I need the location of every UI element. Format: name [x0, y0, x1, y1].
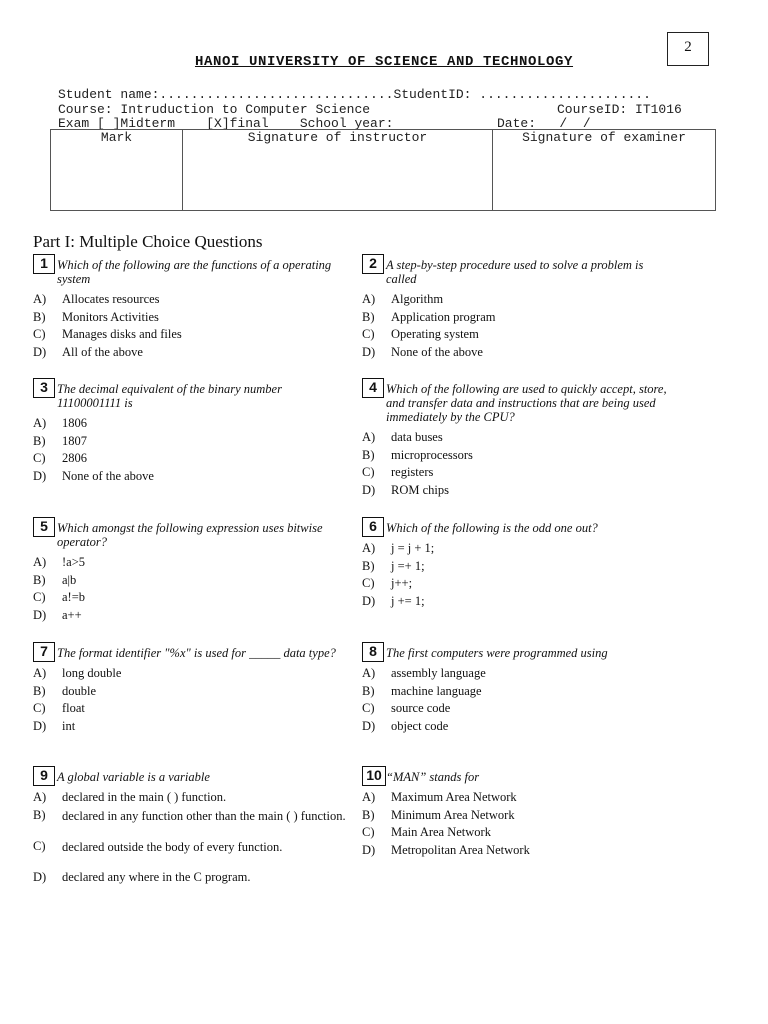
option-b: [33, 309, 348, 327]
question-header: [362, 254, 677, 286]
option-letter: C): [362, 701, 375, 715]
question-1: [33, 254, 348, 361]
option-letter: B): [362, 447, 375, 462]
option-letter: A): [362, 430, 376, 444]
university-title: HANOI UNIVERSITY OF SCIENCE AND TECHNOLOGY: [194, 54, 574, 70]
question-text: A global variable is a variable: [57, 770, 210, 784]
option-text: Manages disks and files: [62, 327, 182, 341]
option-text: int: [62, 718, 76, 733]
question-8: [362, 642, 677, 735]
option-c: [33, 326, 348, 344]
option-list: [33, 415, 348, 485]
question-number: 10: [362, 766, 386, 786]
option-text: Metropolitan Area Network: [391, 842, 530, 857]
option-letter: A): [362, 666, 376, 680]
option-list: [33, 665, 348, 735]
option-text: a!=b: [62, 590, 86, 604]
option-text: double: [62, 683, 97, 698]
option-c: [362, 464, 677, 482]
option-letter: D): [33, 718, 47, 733]
option-letter: D): [362, 482, 376, 497]
option-text: assembly language: [391, 666, 486, 680]
question-2: [362, 254, 677, 361]
option-letter: C): [33, 701, 46, 715]
question-7: [33, 642, 348, 735]
question-header: [33, 378, 348, 410]
option-text: j = j + 1;: [391, 541, 435, 555]
option-d: [362, 718, 677, 736]
option-letter: B): [362, 683, 375, 698]
option-c: [362, 700, 677, 718]
student-name-line: Student name:..............................StudentID: ......................: [58, 87, 651, 102]
question-6: [362, 517, 677, 610]
option-a: [362, 789, 677, 807]
question-number: 3: [33, 378, 55, 398]
question-header: [362, 642, 677, 660]
option-letter: C): [33, 327, 46, 341]
option-letter: D): [33, 607, 47, 622]
option-b: [33, 572, 348, 590]
option-list: [33, 554, 348, 624]
option-text: machine language: [391, 683, 482, 698]
option-letter: C): [362, 327, 375, 341]
question-4: [362, 378, 677, 499]
part-title: Part I: Multiple Choice Questions: [33, 232, 263, 251]
option-text: declared outside the body of every function.: [62, 839, 283, 854]
signature-table: [50, 129, 716, 211]
examiner-signature-cell: Signature of examiner: [493, 130, 716, 211]
option-c: [362, 575, 677, 593]
option-a: [33, 415, 348, 433]
option-text: object code: [391, 718, 449, 733]
option-text: Operating system: [391, 327, 479, 341]
option-list: [362, 789, 677, 859]
option-text: data buses: [391, 430, 443, 444]
exam-type-line: Exam [ ]Midterm [X]final School year:: [58, 116, 394, 131]
option-text: All of the above: [62, 344, 143, 359]
question-9: [33, 766, 348, 886]
option-text: j++;: [391, 576, 413, 590]
option-letter: D): [362, 718, 376, 733]
option-b: [362, 807, 677, 825]
question-number: 4: [362, 378, 384, 398]
option-letter: A): [362, 541, 376, 555]
option-letter: B): [33, 807, 46, 822]
option-a: [33, 291, 348, 309]
question-number: 5: [33, 517, 55, 537]
option-text: !a>5: [62, 555, 86, 569]
option-letter: C): [362, 576, 375, 590]
question-text: The decimal equivalent of the binary number 11100001111 is: [57, 382, 282, 410]
option-d: [362, 482, 677, 500]
option-text: source code: [391, 701, 451, 715]
option-letter: A): [33, 416, 47, 430]
question-text: The format identifier "%x" is used for _____ data type?: [57, 646, 336, 660]
option-text: declared any where in the C program.: [62, 869, 251, 884]
question-3: [33, 378, 348, 485]
option-letter: C): [33, 838, 46, 853]
question-header: [33, 766, 348, 784]
option-a: [33, 554, 348, 572]
option-b: [33, 433, 348, 451]
option-d: [362, 344, 677, 362]
option-letter: B): [362, 558, 375, 573]
option-letter: D): [33, 869, 47, 884]
instructor-signature-cell: Signature of instructor: [183, 130, 493, 211]
option-b: [33, 683, 348, 701]
option-text: a++: [62, 607, 82, 622]
option-letter: C): [33, 590, 46, 604]
option-letter: A): [33, 666, 47, 680]
option-c: [362, 824, 677, 842]
option-letter: B): [362, 309, 375, 324]
option-letter: C): [362, 825, 375, 839]
question-number: 9: [33, 766, 55, 786]
page-number: 2: [667, 32, 709, 66]
date-field: Date: / /: [497, 116, 591, 131]
option-text: None of the above: [391, 344, 483, 359]
option-d: [362, 842, 677, 860]
option-letter: A): [33, 790, 47, 804]
question-text: The first computers were programmed using: [386, 646, 608, 660]
option-text: long double: [62, 666, 122, 680]
option-letter: B): [33, 572, 46, 587]
option-c: [33, 450, 348, 468]
question-header: [362, 766, 677, 784]
option-c: [33, 700, 348, 718]
option-list: [362, 665, 677, 735]
option-letter: B): [362, 807, 375, 822]
option-text: Allocates resources: [62, 292, 160, 306]
option-letter: B): [33, 683, 46, 698]
question-header: [33, 517, 348, 549]
question-text: Which of the following are the functions of a operating system: [57, 258, 332, 286]
question-header: [362, 517, 677, 535]
option-letter: A): [33, 555, 47, 569]
option-list: [33, 291, 348, 361]
question-header: [33, 642, 348, 660]
question-number: 2: [362, 254, 384, 274]
option-b: [362, 683, 677, 701]
option-text: j += 1;: [391, 593, 425, 608]
option-c: [33, 589, 348, 607]
question-text: Which amongst the following expression uses bitwise operator?: [57, 521, 323, 549]
option-d: [33, 869, 348, 887]
option-a: [362, 429, 677, 447]
option-b: [362, 309, 677, 327]
option-d: [33, 607, 348, 625]
option-b: [362, 447, 677, 465]
mark-cell: Mark: [51, 130, 183, 211]
option-a: [33, 789, 348, 807]
option-c: [362, 326, 677, 344]
option-list: [362, 540, 677, 610]
option-text: 1807: [62, 433, 87, 448]
option-a: [362, 665, 677, 683]
option-text: Monitors Activities: [62, 309, 159, 324]
question-text: Which of the following are used to quickly accept, store, and transfer data and instructions that are being used immediately by the CPU?: [386, 382, 667, 424]
question-header: [33, 254, 348, 286]
option-text: 1806: [62, 416, 87, 430]
option-a: [362, 540, 677, 558]
question-text: Which of the following is the odd one out?: [386, 521, 598, 535]
option-text: 2806: [62, 451, 87, 465]
question-number: 8: [362, 642, 384, 662]
option-text: registers: [391, 465, 434, 479]
option-letter: D): [362, 842, 376, 857]
option-b: [362, 558, 677, 576]
option-letter: D): [362, 344, 376, 359]
option-d: [33, 344, 348, 362]
option-text: Main Area Network: [391, 825, 491, 839]
course-id: CourseID: IT1016: [557, 102, 682, 117]
question-text: A step-by-step procedure used to solve a problem is called: [386, 258, 644, 286]
option-letter: A): [362, 790, 376, 804]
option-text: float: [62, 701, 85, 715]
option-letter: B): [33, 433, 46, 448]
option-b: [33, 807, 348, 838]
option-letter: A): [362, 292, 376, 306]
option-d: [33, 718, 348, 736]
option-letter: A): [33, 292, 47, 306]
option-letter: D): [33, 468, 47, 483]
question-5: [33, 517, 348, 624]
question-10: [362, 766, 677, 859]
option-text: None of the above: [62, 468, 154, 483]
option-list: [33, 789, 348, 886]
option-list: [362, 291, 677, 361]
question-header: [362, 378, 677, 424]
option-text: Minimum Area Network: [391, 807, 515, 822]
option-list: [362, 429, 677, 499]
question-number: 6: [362, 517, 384, 537]
option-text: Maximum Area Network: [391, 790, 517, 804]
option-text: microprocessors: [391, 447, 473, 462]
option-letter: D): [33, 344, 47, 359]
option-letter: D): [362, 593, 376, 608]
option-d: [362, 593, 677, 611]
question-number: 7: [33, 642, 55, 662]
option-a: [33, 665, 348, 683]
option-c: [33, 838, 348, 869]
option-d: [33, 468, 348, 486]
option-letter: B): [33, 309, 46, 324]
question-number: 1: [33, 254, 55, 274]
option-text: Application program: [391, 309, 496, 324]
option-text: Algorithm: [391, 292, 444, 306]
option-text: declared in the main ( ) function.: [62, 790, 227, 804]
option-letter: C): [362, 465, 375, 479]
course-line: Course: Intruduction to Computer Science: [58, 102, 371, 117]
option-text: a|b: [62, 572, 77, 587]
option-letter: C): [33, 451, 46, 465]
option-a: [362, 291, 677, 309]
option-text: declared in any function other than the main ( ) function.: [62, 808, 346, 823]
option-text: ROM chips: [391, 482, 449, 497]
question-text: “MAN” stands for: [386, 770, 480, 784]
option-text: j =+ 1;: [391, 558, 425, 573]
